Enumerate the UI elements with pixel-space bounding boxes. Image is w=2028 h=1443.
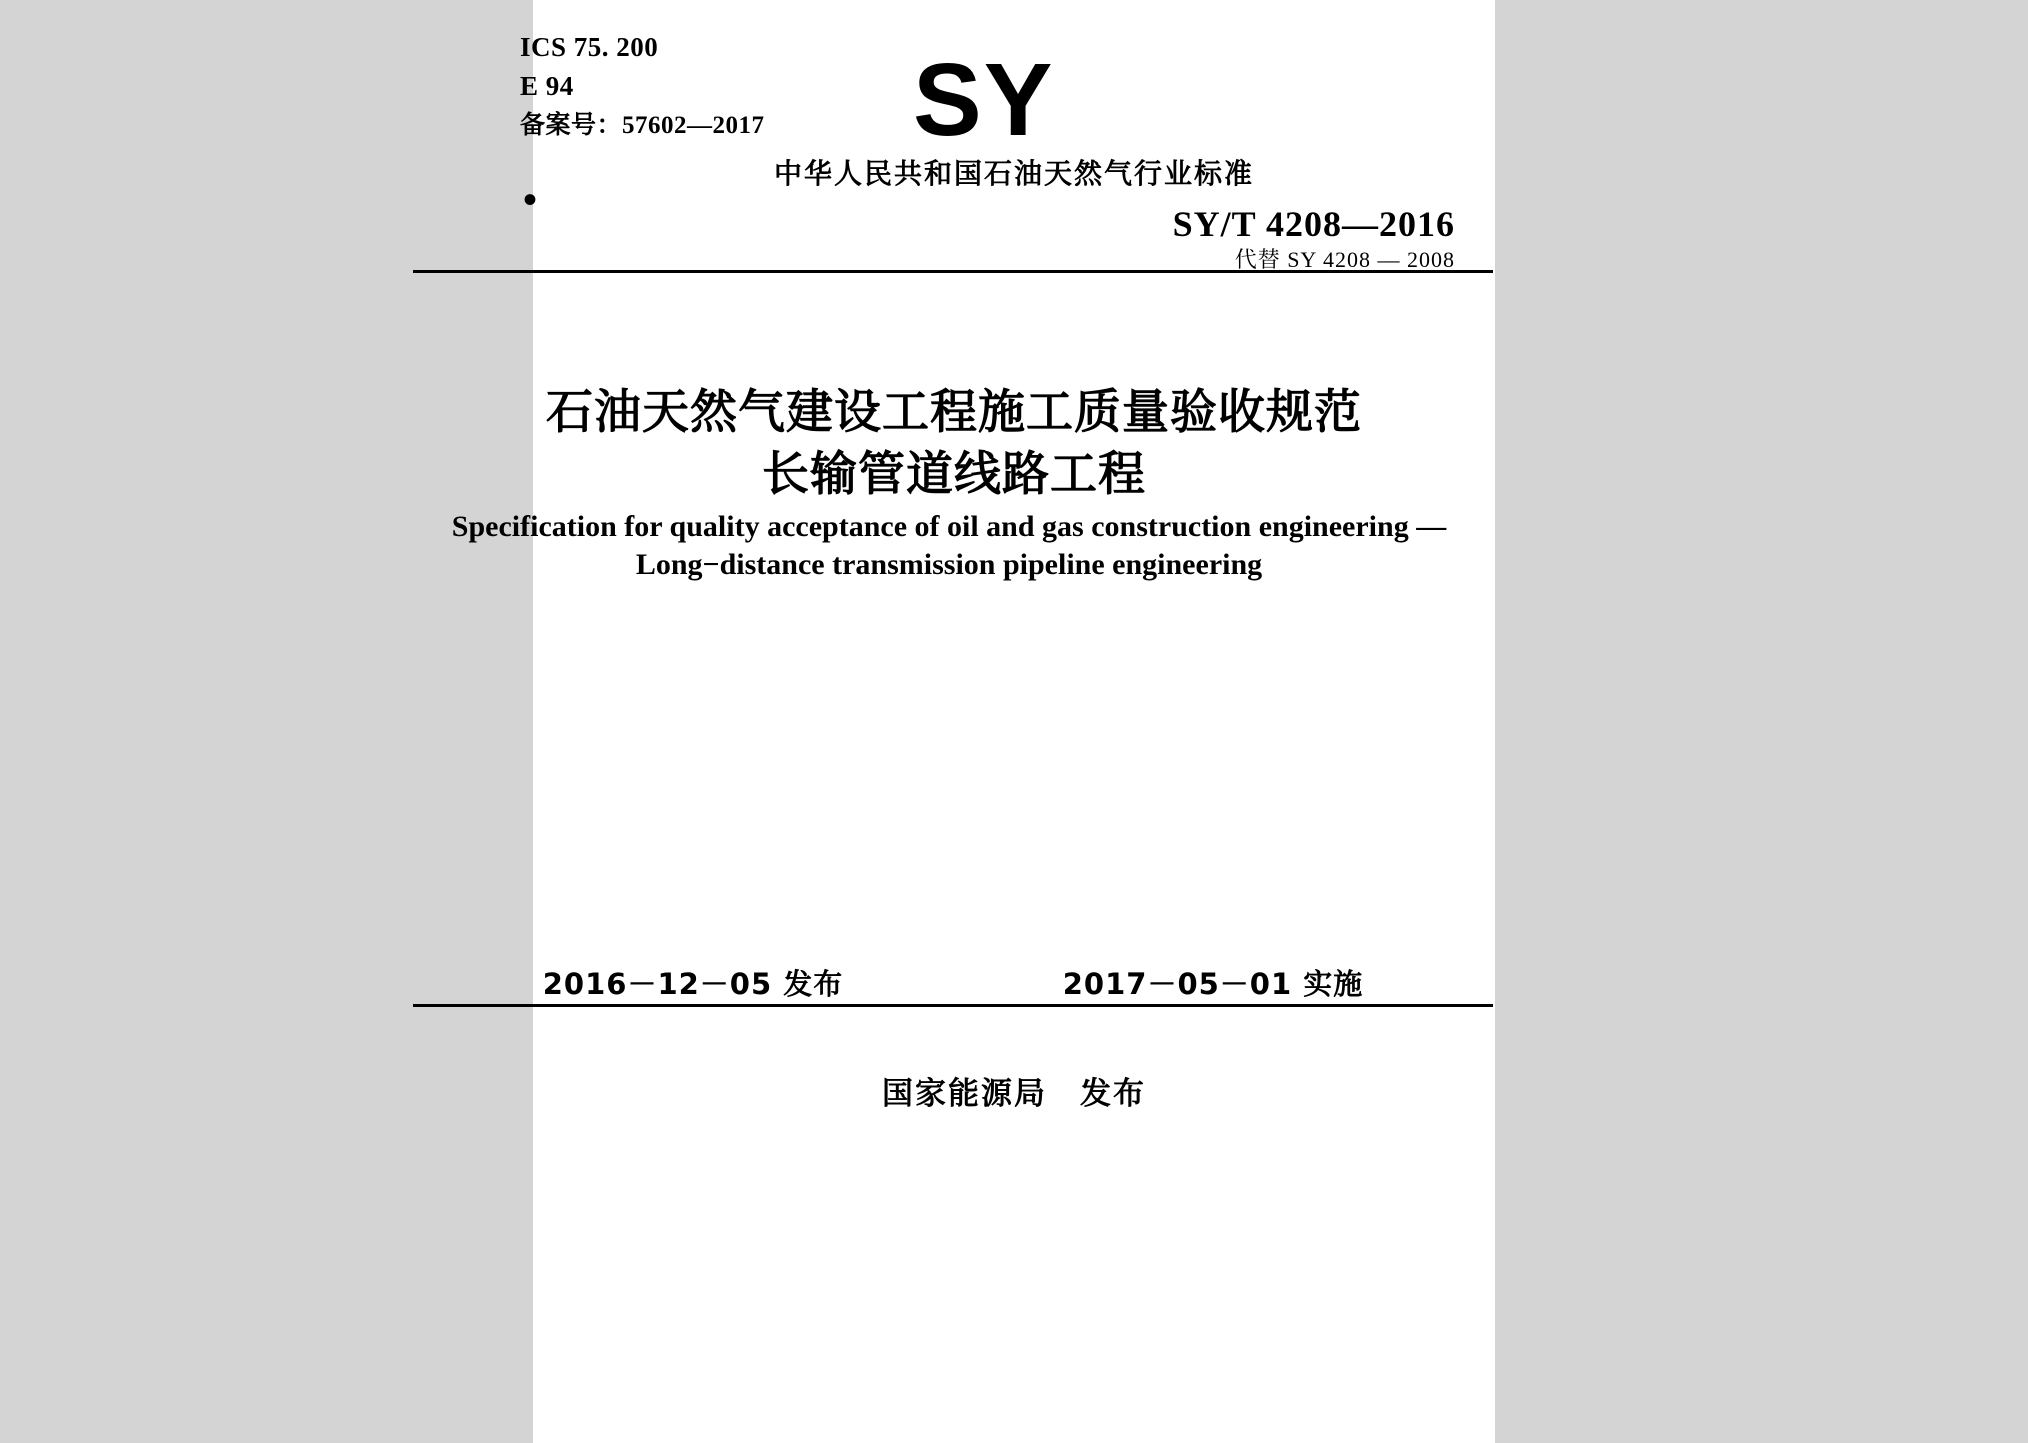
effective-date: 2017－05－01 实施	[1062, 967, 1364, 1001]
record-number: 备案号：57602—2017	[520, 112, 765, 139]
title-chinese-line-2: 长输管道线路工程	[762, 447, 1146, 502]
standard-replaces: 代替 SY 4208 — 2008	[1234, 247, 1455, 272]
bullet-marker: •	[523, 177, 538, 222]
ics-code: ICS 75. 200	[520, 32, 659, 62]
standard-meta-block	[520, 28, 940, 145]
document-page	[451, 0, 1495, 1443]
title-chinese	[413, 382, 1495, 506]
sy-logo: SY	[913, 42, 1055, 157]
standard-number: SY/T 4208—2016	[1172, 204, 1455, 244]
divider-bottom	[413, 1004, 1493, 1007]
title-english-line-2: Long−distance transmission pipeline engineering	[635, 548, 1263, 581]
title-english	[403, 508, 1495, 584]
title-chinese-line-1: 石油天然气建设工程施工质量验收规范	[546, 385, 1362, 440]
issuing-organization: 中华人民共和国石油天然气行业标准	[773, 157, 1254, 190]
title-english-line-1: Specification for quality acceptance of oil and gas construction engineering —	[451, 510, 1447, 543]
divider-top	[413, 270, 1493, 273]
issue-date: 2016－12－05 发布	[542, 967, 844, 1001]
classification-code: E 94	[520, 71, 574, 101]
publisher: 国家能源局 发布	[882, 1076, 1146, 1112]
